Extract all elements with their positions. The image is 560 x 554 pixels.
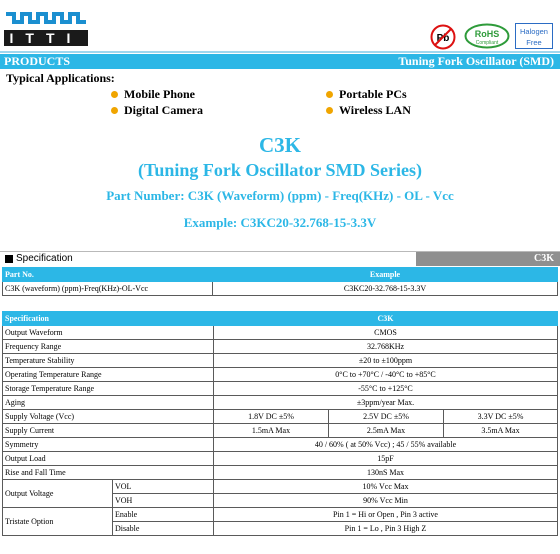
svg-text:Compliant: Compliant	[475, 40, 499, 46]
square-bullet-icon	[5, 255, 13, 263]
rohs-icon	[464, 23, 510, 49]
lead-free-icon	[430, 24, 456, 50]
app-item: Digital Camera	[111, 103, 203, 118]
table-row: Operating Temperature Range 0°C to +70°C / -40°C to +85°C	[3, 368, 558, 382]
table-row: Temperature Stability ±20 to ±100ppm	[3, 354, 558, 368]
bullet-icon	[111, 107, 118, 114]
table-header-row: Specification C3K	[3, 312, 558, 326]
itti-logo	[4, 12, 88, 48]
bullet-icon	[111, 91, 118, 98]
svg-text:Pb: Pb	[436, 33, 450, 44]
category-label: Tuning Fork Oscillator (SMD)	[398, 54, 554, 68]
part-number-format: Part Number: C3K (Waveform) (ppm) - Freq(KHz) - OL - Vcc	[106, 188, 454, 203]
specification-model: C3K	[416, 252, 560, 266]
part-number-example: Example: C3KC20-32.768-15-3.3V	[183, 215, 377, 230]
table-row: Aging ±3ppm/year Max.	[3, 396, 558, 410]
part-number-table	[2, 267, 558, 296]
table-row: Rise and Fall Time 130nS Max	[3, 466, 558, 480]
table-row: Output Waveform CMOS	[3, 326, 558, 340]
table-row: VOH 90% Vcc Min	[3, 494, 558, 508]
bullet-icon	[326, 91, 333, 98]
specification-label: Specification	[16, 253, 73, 264]
table-row: Frequency Range 32.768KHz	[3, 340, 558, 354]
typical-applications-heading: Typical Applications:	[6, 71, 115, 85]
table-row: Output Voltage VOL 10% Vcc Max	[3, 480, 558, 494]
table-row: Tristate Option Enable Pin 1 = Hi or Open , Pin 3 active	[3, 508, 558, 522]
table-row: Supply Current 1.5mA Max 2.5mA Max 3.5mA Max	[3, 424, 558, 438]
header-divider	[0, 51, 560, 53]
table-row: Symmetry 40 / 60% ( at 50% Vcc) ; 45 / 55% available	[3, 438, 558, 452]
bullet-icon	[326, 107, 333, 114]
table-row: Output Load 15pF	[3, 452, 558, 466]
model-title: C3K	[259, 133, 301, 157]
table-row: Storage Temperature Range -55°C to +125°C	[3, 382, 558, 396]
app-item: Wireless LAN	[326, 103, 411, 118]
table-row: Supply Voltage (Vcc) 1.8V DC ±5% 2.5V DC ±5% 3.3V DC ±5%	[3, 410, 558, 424]
specification-header	[0, 251, 560, 266]
logo-text: ITTI	[9, 30, 83, 46]
table-row: Disable Pin 1 = Lo , Pin 3 High Z	[3, 522, 558, 536]
products-bar	[0, 54, 560, 69]
app-item: Mobile Phone	[111, 87, 195, 102]
table-header-row: Part No. Example	[3, 268, 558, 282]
app-item: Portable PCs	[326, 87, 407, 102]
svg-text:RoHS: RoHS	[474, 29, 500, 39]
specification-table	[2, 311, 558, 536]
series-title: (Tuning Fork Oscillator SMD Series)	[137, 160, 422, 180]
table-row: C3K (waveform) (ppm)-Freq(KHz)-OL-Vcc C3KC20-32.768-15-3.3V	[3, 282, 558, 296]
halogen-free-badge: Halogen Free	[515, 23, 553, 49]
products-label: PRODUCTS	[4, 54, 71, 68]
